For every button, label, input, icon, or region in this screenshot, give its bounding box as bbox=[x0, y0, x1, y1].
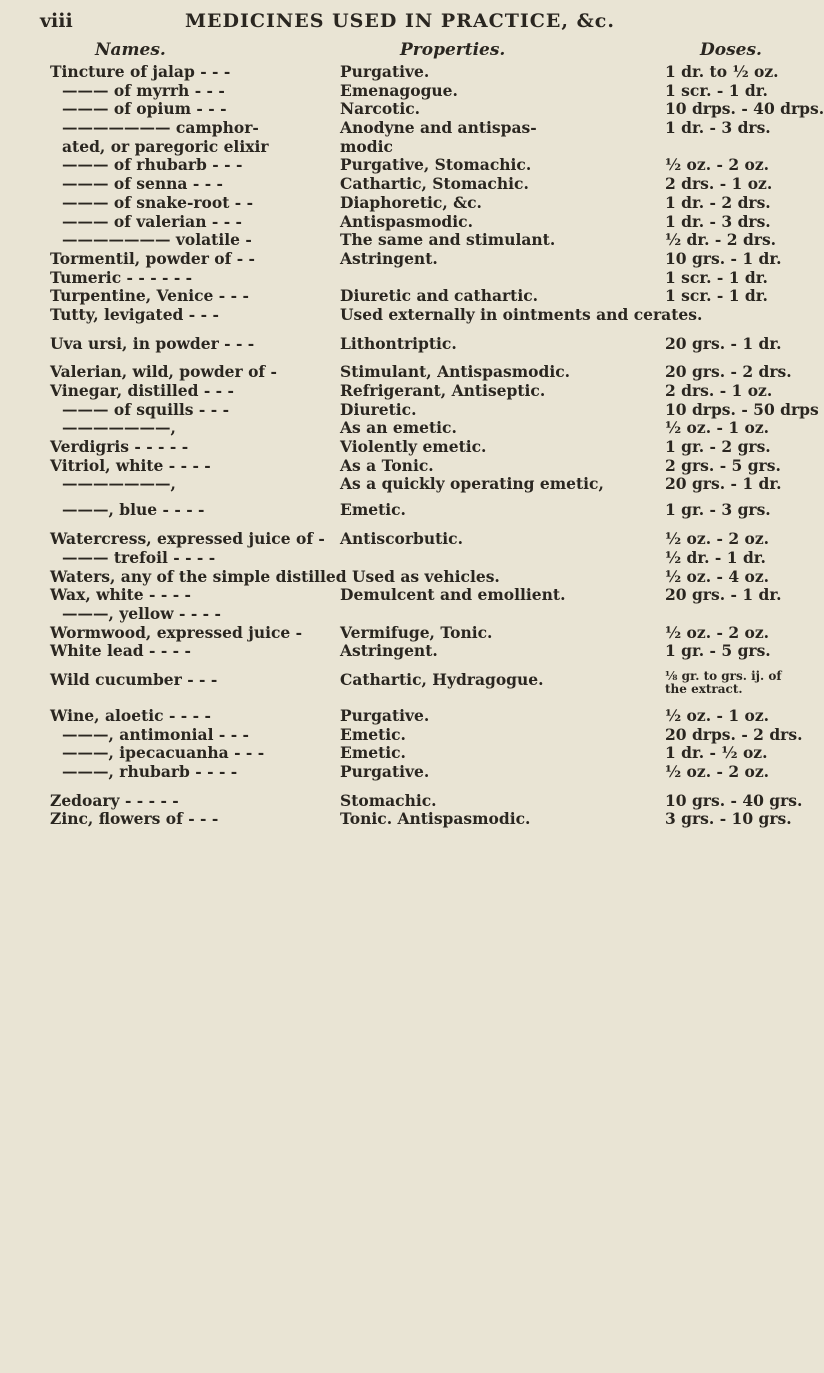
medicine-name: ———, blue - - - - bbox=[62, 500, 205, 520]
medicine-properties: As an emetic. bbox=[340, 418, 457, 438]
medicine-name: ——————— camphor- bbox=[62, 118, 259, 138]
medicine-dose: ½ oz. - 2 oz. bbox=[665, 622, 770, 642]
medicine-name: Uva ursi, in powder - - - bbox=[50, 333, 255, 353]
medicine-dose: 1 gr. - 2 grs. bbox=[665, 437, 771, 457]
table-row bbox=[0, 118, 800, 137]
medicine-name: ———, rhubarb - - - - bbox=[62, 762, 238, 781]
medicine-name: ——— of opium - - - bbox=[62, 99, 227, 119]
medicine-dose: 1 scr. - 1 dr. bbox=[665, 286, 768, 306]
medicine-name: Vitriol, white - - - - bbox=[50, 455, 211, 475]
table-row bbox=[0, 137, 800, 156]
medicine-dose: 10 drps. - 50 drps bbox=[665, 399, 819, 419]
medicine-properties: Demulcent and emollient. bbox=[340, 585, 566, 605]
table-row bbox=[0, 743, 800, 762]
table-row bbox=[0, 567, 800, 586]
medicine-dose: 1 dr. - 3 drs. bbox=[665, 211, 771, 231]
medicine-dose: 1 dr. - 2 drs. bbox=[665, 192, 771, 212]
medicine-name: ——————— volatile - bbox=[62, 230, 252, 250]
table-row bbox=[0, 334, 800, 353]
medicine-properties: Purgative. bbox=[340, 762, 430, 781]
table-row bbox=[0, 437, 800, 456]
medicine-properties: Purgative, Stomachic. bbox=[340, 155, 532, 175]
table-row bbox=[0, 268, 800, 287]
table-row bbox=[0, 418, 800, 437]
table-row bbox=[0, 724, 803, 744]
medicine-dose: 3 grs. - 10 grs. bbox=[665, 809, 792, 829]
medicine-dose: 1 dr. to ½ oz. bbox=[665, 62, 779, 81]
medicine-name: Zinc, flowers of - - - bbox=[50, 809, 219, 829]
medicine-name: Turpentine, Venice - - - bbox=[50, 286, 249, 306]
medicine-properties: Diuretic and cathartic. bbox=[340, 286, 539, 306]
table-row bbox=[0, 762, 800, 781]
medicine-dose: 1 scr. - 1 dr. bbox=[665, 80, 768, 100]
medicine-dose: 1 dr. - 3 drs. bbox=[665, 118, 771, 138]
table-row bbox=[0, 474, 800, 500]
medicine-dose: ½ oz. - 1 oz. bbox=[665, 418, 770, 438]
medicine-name: Tincture of jalap - - - bbox=[50, 62, 231, 81]
medicine-name: ——— of rhubarb - - - bbox=[62, 155, 243, 175]
medicine-properties: Antispasmodic. bbox=[340, 211, 473, 231]
table-row bbox=[0, 362, 800, 381]
medicine-name: ——— of snake-root - - bbox=[62, 192, 254, 212]
medicine-name: Waters, any of the simple distilled Used as vehicles. bbox=[50, 566, 500, 586]
table-row bbox=[0, 399, 819, 419]
table-row bbox=[0, 230, 800, 249]
running-head: MEDICINES USED IN PRACTICE, &c. bbox=[185, 10, 615, 32]
table-row bbox=[0, 174, 800, 193]
table-row bbox=[0, 529, 800, 548]
medicine-name: ——— of myrrh - - - bbox=[62, 80, 225, 100]
medicine-properties: Astringent. bbox=[340, 641, 438, 661]
table-row bbox=[0, 381, 800, 400]
medicine-properties: Stomachic. bbox=[340, 790, 437, 810]
medicine-name: ———, yellow - - - - bbox=[62, 603, 221, 623]
medicine-dose: 1 gr. - 5 grs. bbox=[665, 641, 771, 661]
page-number: viii bbox=[40, 10, 73, 32]
table-row bbox=[0, 193, 800, 212]
medicine-name: ated, or paregoric elixir bbox=[62, 136, 269, 156]
medicine-properties: Diaphoretic, &c. bbox=[340, 192, 482, 212]
table-row bbox=[0, 212, 800, 231]
table-row bbox=[0, 585, 800, 604]
table-row bbox=[0, 500, 800, 519]
medicine-dose: 2 grs. - 5 grs. bbox=[665, 455, 781, 475]
medicine-name: Tutty, levigated - - - bbox=[50, 304, 219, 324]
medicine-name: Tumeric - - - - - - bbox=[50, 267, 193, 287]
medicine-table bbox=[0, 62, 824, 829]
medicine-name: ———————, bbox=[62, 474, 176, 494]
medicine-properties: Emetic. bbox=[340, 500, 406, 520]
medicine-properties: modic bbox=[340, 136, 393, 156]
medicine-dose: 20 grs. - 2 drs. bbox=[665, 362, 792, 382]
medicine-properties: Emetic. bbox=[340, 743, 406, 763]
column-head-properties: Properties. bbox=[400, 40, 506, 60]
table-row bbox=[0, 809, 800, 828]
medicine-properties: Refrigerant, Antiseptic. bbox=[340, 381, 546, 400]
medicine-name: Valerian, wild, powder of - bbox=[50, 362, 277, 382]
medicine-properties: Used externally in ointments and cerates. bbox=[340, 304, 703, 324]
medicine-properties: As a Tonic. bbox=[340, 455, 434, 475]
medicine-dose: ½ oz. - 2 oz. bbox=[665, 762, 770, 781]
medicine-name: Watercress, expressed juice of - bbox=[50, 529, 325, 549]
column-head-names: Names. bbox=[95, 40, 166, 60]
table-row bbox=[0, 249, 800, 268]
medicine-name: Verdigris - - - - - bbox=[50, 437, 189, 457]
page-header bbox=[0, 6, 800, 34]
medicine-dose: 1 dr. - ½ oz. bbox=[665, 743, 768, 763]
medicine-dose: ½ oz. - 1 oz. bbox=[665, 705, 770, 725]
medicine-dose: 20 grs. - 1 dr. bbox=[665, 585, 782, 605]
medicine-properties: Lithontriptic. bbox=[340, 333, 457, 353]
table-row bbox=[0, 456, 800, 475]
medicine-properties: Stimulant, Antispasmodic. bbox=[340, 362, 571, 382]
medicine-dose: ½ dr. - 2 drs. bbox=[665, 230, 777, 250]
medicine-name: ———, antimonial - - - bbox=[62, 724, 249, 744]
medicine-properties: Astringent. bbox=[340, 248, 438, 268]
medicine-properties: As a quickly operating emetic, bbox=[340, 474, 604, 494]
medicine-name: Wax, white - - - - bbox=[50, 585, 191, 605]
medicine-dose: 10 grs. - 1 dr. bbox=[665, 248, 782, 268]
table-row bbox=[0, 305, 800, 324]
table-row bbox=[0, 155, 800, 174]
medicine-dose: 20 grs. - 1 dr. bbox=[665, 474, 782, 494]
table-row bbox=[0, 286, 800, 305]
table-row bbox=[0, 641, 800, 660]
medicine-properties: Vermifuge, Tonic. bbox=[340, 622, 493, 642]
medicine-dose: ½ dr. - 1 dr. bbox=[665, 547, 766, 567]
column-head-doses: Doses. bbox=[700, 40, 762, 60]
medicine-properties: Violently emetic. bbox=[340, 437, 487, 457]
medicine-properties: Purgative. bbox=[340, 705, 430, 725]
medicine-dose: ½ oz. - 2 oz. bbox=[665, 155, 770, 175]
medicine-name: Wine, aloetic - - - - bbox=[50, 705, 211, 725]
medicine-properties: Cathartic, Hydragogue. bbox=[340, 669, 544, 689]
medicine-properties: Tonic. Antispasmodic. bbox=[340, 809, 531, 829]
table-row bbox=[0, 706, 800, 725]
medicine-name: Wormwood, expressed juice - bbox=[50, 622, 303, 642]
medicine-name: ———————, bbox=[62, 418, 176, 438]
medicine-dose: 20 grs. - 1 dr. bbox=[665, 333, 782, 353]
medicine-name: Vinegar, distilled - - - bbox=[50, 381, 234, 400]
medicine-dose: 10 drps. - 40 drps. bbox=[665, 99, 824, 119]
medicine-properties: Anodyne and antispas- bbox=[340, 118, 537, 138]
table-row bbox=[0, 81, 800, 100]
medicine-name: White lead - - - - bbox=[50, 641, 191, 661]
table-row bbox=[0, 604, 800, 623]
table-row bbox=[0, 62, 800, 81]
medicine-properties: Emenagogue. bbox=[340, 80, 458, 100]
medicine-dose: 1 gr. - 3 grs. bbox=[665, 500, 771, 520]
table-row bbox=[0, 670, 800, 696]
medicine-name: ——— trefoil - - - - bbox=[62, 547, 216, 567]
medicine-dose: 10 grs. - 40 grs. bbox=[665, 790, 803, 810]
medicine-name: ———, ipecacuanha - - - bbox=[62, 743, 265, 763]
medicine-properties: Cathartic, Stomachic. bbox=[340, 174, 529, 194]
table-row bbox=[0, 623, 800, 642]
medicine-dose: 20 drps. - 2 drs. bbox=[665, 724, 803, 744]
medicine-dose: ½ oz. - 2 oz. bbox=[665, 529, 770, 549]
medicine-properties: The same and stimulant. bbox=[340, 230, 556, 250]
medicine-properties: Narcotic. bbox=[340, 99, 421, 119]
medicine-dose: 2 drs. - 1 oz. bbox=[665, 381, 773, 400]
medicine-properties: Diuretic. bbox=[340, 399, 417, 419]
medicine-properties: Purgative. bbox=[340, 62, 430, 81]
medicine-dose: ½ oz. - 4 oz. bbox=[665, 566, 770, 586]
medicine-dose: 1 scr. - 1 dr. bbox=[665, 267, 768, 287]
medicine-name: ——— of senna - - - bbox=[62, 174, 223, 194]
medicine-name: ——— of squills - - - bbox=[62, 399, 230, 419]
medicine-name: Zedoary - - - - - bbox=[50, 790, 179, 810]
table-row bbox=[0, 548, 800, 567]
table-row bbox=[0, 99, 824, 119]
medicine-properties: Emetic. bbox=[340, 724, 406, 744]
medicine-name: Wild cucumber - - - bbox=[50, 669, 218, 689]
medicine-name: Tormentil, powder of - - bbox=[50, 248, 255, 268]
medicine-dose: ⅛ gr. to grs. ij. of the extract. bbox=[665, 668, 782, 696]
medicine-properties: Antiscorbutic. bbox=[340, 529, 464, 549]
medicine-name: ——— of valerian - - - bbox=[62, 211, 242, 231]
medicine-dose: 2 drs. - 1 oz. bbox=[665, 174, 773, 194]
table-row bbox=[0, 790, 803, 810]
